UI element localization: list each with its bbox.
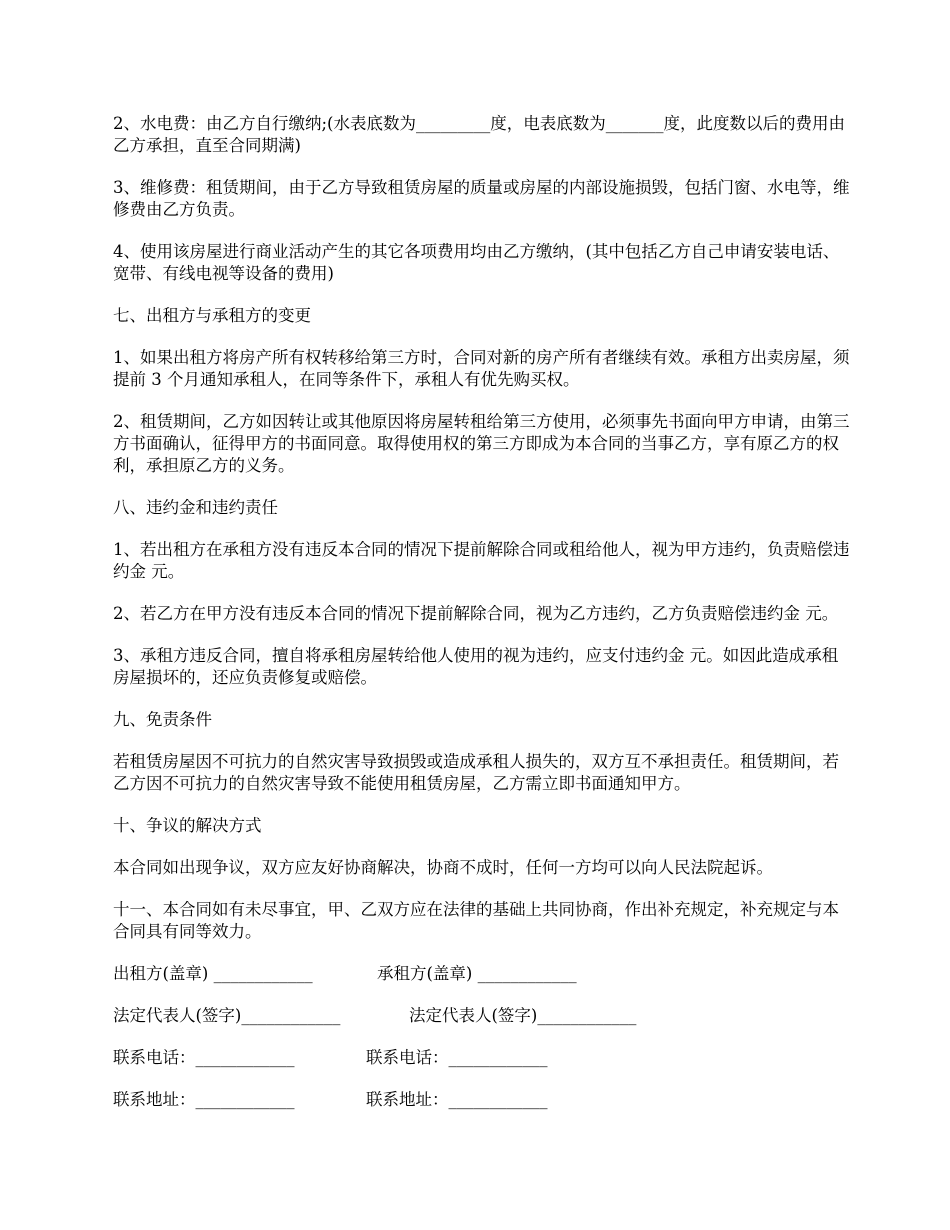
lessor-seal-line: 出租方(盖章) ____________ <box>113 964 313 983</box>
section-heading-disputes: 十、争议的解决方式 <box>113 816 262 835</box>
signature-row-address <box>113 1089 853 1111</box>
clause-unauthorized-sublet: 3、承租方违反合同，擅自将承租房屋转给他人使用的视为违约，应支付违约金 元。如因此造成承租房屋损坏的，还应负责修复或赔偿。 <box>113 646 839 687</box>
contract-page <box>113 113 853 1131</box>
clause-lessor-breach: 1、若出租方在承租方没有违反本合同的情况下提前解除合同或租给他人，视为甲方违约，负责赔偿违约金 元。 <box>113 540 850 581</box>
lessee-representative-line: 法定代表人(签字)____________ <box>409 1006 637 1025</box>
lessor-phone-line: 联系电话：____________ <box>113 1048 295 1067</box>
lessee-phone-line: 联系电话：____________ <box>366 1048 548 1067</box>
clause-sublease: 2、租赁期间，乙方如因转让或其他原因将房屋转租给第三方使用，必须事先书面向甲方申请，由第三方书面确认，征得甲方的书面同意。取得使用权的第三方即成为本合同的当事乙方，享有原乙方的权利，承担原乙方的义务。 <box>113 412 850 475</box>
section-heading-changes: 七、出租方与承租方的变更 <box>113 306 311 325</box>
clause-utilities: 2、水电费：由乙方自行缴纳;(水表底数为_________度，电表底数为_______度，此度数以后的费用由乙方承担，直至合同期满) <box>113 114 845 155</box>
clause-dispute-resolution: 本合同如出现争议，双方应友好协商解决，协商不成时，任何一方均可以向人民法院起诉。 <box>113 858 773 877</box>
signature-row-representative <box>113 1005 853 1027</box>
lessee-address-line: 联系地址：____________ <box>366 1090 548 1109</box>
clause-supplementary: 十一、本合同如有未尽事宜，甲、乙双方应在法律的基础上共同协商，作出补充规定，补充规定与本合同具有同等效力。 <box>113 900 839 941</box>
lessee-seal-line: 承租方(盖章) ____________ <box>377 964 577 983</box>
clause-maintenance: 3、维修费：租赁期间，由于乙方导致租赁房屋的质量或房屋的内部设施损毁，包括门窗、水电等，维修费由乙方负责。 <box>113 178 850 219</box>
clause-lessee-breach: 2、若乙方在甲方没有违反本合同的情况下提前解除合同，视为乙方违约，乙方负责赔偿违约金 元。 <box>113 604 839 623</box>
section-heading-exemption: 九、免责条件 <box>113 710 212 729</box>
section-heading-breach: 八、违约金和违约责任 <box>113 498 278 517</box>
signature-row-phone <box>113 1047 853 1069</box>
signature-row-seal <box>113 963 853 985</box>
lessor-address-line: 联系地址：____________ <box>113 1090 295 1109</box>
clause-other-fees: 4、使用该房屋进行商业活动产生的其它各项费用均由乙方缴纳，(其中包括乙方自己申请安装电话、宽带、有线电视等设备的费用) <box>113 242 840 283</box>
clause-force-majeure: 若租赁房屋因不可抗力的自然灾害导致损毁或造成承租人损失的，双方互不承担责任。租赁期间，若乙方因不可抗力的自然灾害导致不能使用租赁房屋，乙方需立即书面通知甲方。 <box>113 752 839 793</box>
clause-ownership-transfer: 1、如果出租方将房产所有权转移给第三方时，合同对新的房产所有者继续有效。承租方出卖房屋，须提前 3 个月通知承租人，在同等条件下，承租人有优先购买权。 <box>113 348 850 389</box>
lessor-representative-line: 法定代表人(签字)____________ <box>113 1006 341 1025</box>
